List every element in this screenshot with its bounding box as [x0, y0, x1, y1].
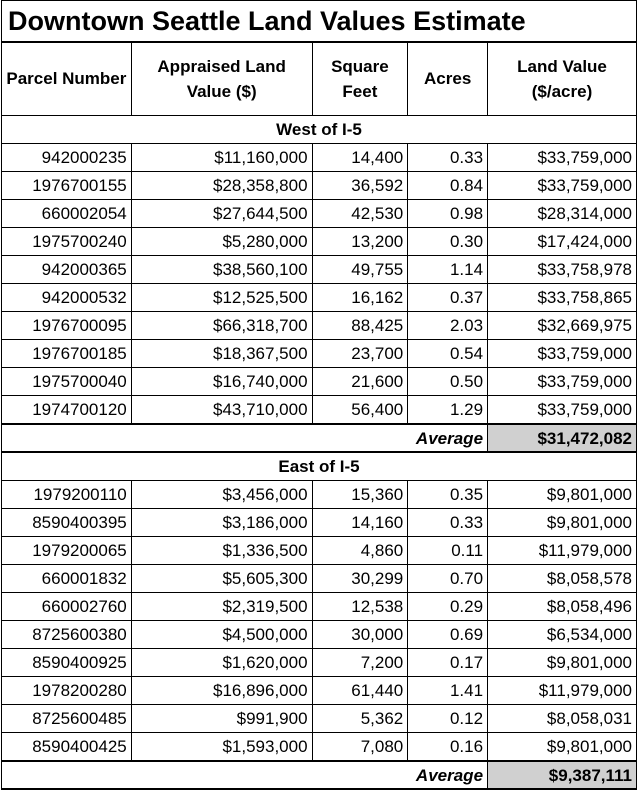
square-feet-cell: 14,160 [312, 509, 408, 537]
parcel-number-cell: 942000532 [2, 284, 132, 312]
parcel-number-cell: 1974700120 [2, 396, 132, 425]
average-row [2, 761, 637, 789]
parcel-number-cell: 1976700155 [2, 172, 132, 200]
land-value-cell: $11,979,000 [488, 537, 637, 565]
square-feet-cell: 16,162 [312, 284, 408, 312]
appraised-value-cell: $66,318,700 [131, 312, 312, 340]
appraised-value-cell: $991,900 [131, 705, 312, 733]
header-land-value-per-acre: Land Value ($/acre) [488, 42, 637, 116]
appraised-value-cell: $2,319,500 [131, 593, 312, 621]
table-row [2, 565, 637, 593]
appraised-value-cell: $18,367,500 [131, 340, 312, 368]
appraised-value-cell: $16,740,000 [131, 368, 312, 396]
appraised-value-cell: $1,336,500 [131, 537, 312, 565]
table-row [2, 228, 637, 256]
land-value-cell: $9,801,000 [488, 733, 637, 762]
square-feet-cell: 36,592 [312, 172, 408, 200]
appraised-value-cell: $11,160,000 [131, 144, 312, 172]
appraised-value-cell: $3,456,000 [131, 481, 312, 509]
parcel-number-cell: 1978200280 [2, 677, 132, 705]
header-row [2, 42, 637, 116]
appraised-value-cell: $16,896,000 [131, 677, 312, 705]
table-row [2, 649, 637, 677]
section-label: East of I-5 [2, 452, 637, 481]
table-row [2, 621, 637, 649]
land-value-cell: $8,058,031 [488, 705, 637, 733]
header-acres: Acres [408, 42, 488, 116]
land-value-cell: $9,801,000 [488, 509, 637, 537]
table-row [2, 733, 637, 762]
header-appraised-land-value: Appraised Land Value ($) [131, 42, 312, 116]
appraised-value-cell: $27,644,500 [131, 200, 312, 228]
acres-cell: 0.37 [408, 284, 488, 312]
land-value-cell: $33,759,000 [488, 396, 637, 425]
average-row [2, 424, 637, 452]
acres-cell: 0.70 [408, 565, 488, 593]
land-value-cell: $8,058,578 [488, 565, 637, 593]
section-header-row [2, 452, 637, 481]
parcel-number-cell: 660002054 [2, 200, 132, 228]
land-value-cell: $32,669,975 [488, 312, 637, 340]
appraised-value-cell: $5,605,300 [131, 565, 312, 593]
table-row [2, 144, 637, 172]
acres-cell: 0.69 [408, 621, 488, 649]
square-feet-cell: 7,200 [312, 649, 408, 677]
appraised-value-cell: $3,186,000 [131, 509, 312, 537]
acres-cell: 2.03 [408, 312, 488, 340]
square-feet-cell: 30,000 [312, 621, 408, 649]
land-value-cell: $33,758,978 [488, 256, 637, 284]
table-row [2, 172, 637, 200]
land-value-cell: $33,759,000 [488, 368, 637, 396]
section-header-row [2, 116, 637, 144]
table-row [2, 537, 637, 565]
square-feet-cell: 5,362 [312, 705, 408, 733]
table-row [2, 312, 637, 340]
average-value: $9,387,111 [488, 761, 637, 789]
table-row [2, 593, 637, 621]
acres-cell: 0.50 [408, 368, 488, 396]
section-label: West of I-5 [2, 116, 637, 144]
table-row [2, 509, 637, 537]
table-row [2, 677, 637, 705]
parcel-number-cell: 660002760 [2, 593, 132, 621]
land-value-cell: $11,979,000 [488, 677, 637, 705]
parcel-number-cell: 8725600380 [2, 621, 132, 649]
square-feet-cell: 88,425 [312, 312, 408, 340]
land-value-cell: $28,314,000 [488, 200, 637, 228]
land-value-cell: $6,534,000 [488, 621, 637, 649]
acres-cell: 0.17 [408, 649, 488, 677]
header-parcel-number: Parcel Number [2, 42, 132, 116]
acres-cell: 0.33 [408, 144, 488, 172]
acres-cell: 0.30 [408, 228, 488, 256]
land-value-cell: $9,801,000 [488, 481, 637, 509]
acres-cell: 0.11 [408, 537, 488, 565]
land-value-cell: $17,424,000 [488, 228, 637, 256]
table-row [2, 284, 637, 312]
appraised-value-cell: $5,280,000 [131, 228, 312, 256]
parcel-number-cell: 942000365 [2, 256, 132, 284]
square-feet-cell: 12,538 [312, 593, 408, 621]
parcel-number-cell: 1975700240 [2, 228, 132, 256]
acres-cell: 0.98 [408, 200, 488, 228]
table-row [2, 200, 637, 228]
sheet-title: Downtown Seattle Land Values Estimate [2, 1, 637, 43]
appraised-value-cell: $12,525,500 [131, 284, 312, 312]
parcel-number-cell: 8590400395 [2, 509, 132, 537]
land-value-cell: $33,758,865 [488, 284, 637, 312]
acres-cell: 0.12 [408, 705, 488, 733]
title-row [2, 1, 637, 43]
appraised-value-cell: $1,620,000 [131, 649, 312, 677]
parcel-number-cell: 942000235 [2, 144, 132, 172]
header-square-feet: Square Feet [312, 42, 408, 116]
square-feet-cell: 7,080 [312, 733, 408, 762]
average-label: Average [2, 424, 488, 452]
parcel-number-cell: 8590400925 [2, 649, 132, 677]
table-row [2, 396, 637, 425]
table-row [2, 368, 637, 396]
appraised-value-cell: $4,500,000 [131, 621, 312, 649]
acres-cell: 1.29 [408, 396, 488, 425]
acres-cell: 0.33 [408, 509, 488, 537]
square-feet-cell: 61,440 [312, 677, 408, 705]
acres-cell: 0.35 [408, 481, 488, 509]
average-value: $31,472,082 [488, 424, 637, 452]
parcel-number-cell: 1975700040 [2, 368, 132, 396]
parcel-number-cell: 1976700185 [2, 340, 132, 368]
parcel-number-cell: 1976700095 [2, 312, 132, 340]
parcel-number-cell: 1979200110 [2, 481, 132, 509]
table-row [2, 340, 637, 368]
acres-cell: 0.29 [408, 593, 488, 621]
land-value-cell: $9,801,000 [488, 649, 637, 677]
parcel-number-cell: 1979200065 [2, 537, 132, 565]
parcel-number-cell: 660001832 [2, 565, 132, 593]
appraised-value-cell: $38,560,100 [131, 256, 312, 284]
appraised-value-cell: $28,358,800 [131, 172, 312, 200]
square-feet-cell: 23,700 [312, 340, 408, 368]
land-value-cell: $33,759,000 [488, 340, 637, 368]
parcel-number-cell: 8590400425 [2, 733, 132, 762]
table-row [2, 481, 637, 509]
square-feet-cell: 4,860 [312, 537, 408, 565]
land-value-cell: $8,058,496 [488, 593, 637, 621]
square-feet-cell: 30,299 [312, 565, 408, 593]
acres-cell: 0.16 [408, 733, 488, 762]
square-feet-cell: 42,530 [312, 200, 408, 228]
square-feet-cell: 21,600 [312, 368, 408, 396]
appraised-value-cell: $43,710,000 [131, 396, 312, 425]
square-feet-cell: 13,200 [312, 228, 408, 256]
parcel-number-cell: 8725600485 [2, 705, 132, 733]
square-feet-cell: 49,755 [312, 256, 408, 284]
square-feet-cell: 14,400 [312, 144, 408, 172]
average-label: Average [2, 761, 488, 789]
acres-cell: 1.41 [408, 677, 488, 705]
appraised-value-cell: $1,593,000 [131, 733, 312, 762]
acres-cell: 1.14 [408, 256, 488, 284]
land-value-cell: $33,759,000 [488, 172, 637, 200]
land-values-table [1, 0, 637, 790]
acres-cell: 0.84 [408, 172, 488, 200]
land-value-cell: $33,759,000 [488, 144, 637, 172]
square-feet-cell: 56,400 [312, 396, 408, 425]
table-row [2, 705, 637, 733]
square-feet-cell: 15,360 [312, 481, 408, 509]
acres-cell: 0.54 [408, 340, 488, 368]
table-row [2, 256, 637, 284]
